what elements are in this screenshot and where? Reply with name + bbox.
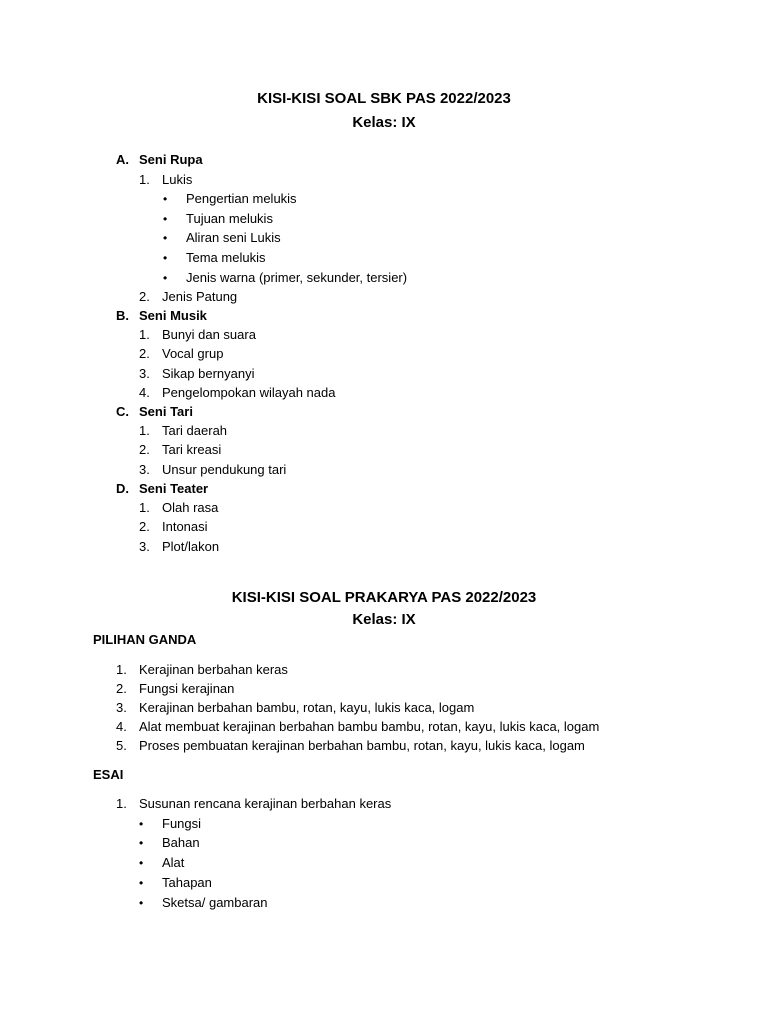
bullet-icon: •	[163, 251, 168, 265]
bullet-icon: •	[139, 876, 144, 890]
prakarya-title: KISI-KISI SOAL PRAKARYA PAS 2022/2023	[231, 589, 537, 606]
list-number: 1.	[139, 423, 150, 438]
list-number: 2.	[139, 289, 150, 304]
list-item: Alat membuat kerajinan berbahan bambu bambu, rotan, kayu, lukis kaca, logam	[139, 719, 600, 734]
list-number: 1.	[139, 327, 150, 342]
section-seni-rupa: Seni Rupa	[139, 152, 203, 167]
list-item: Olah rasa	[162, 500, 219, 515]
list-item: Tari daerah	[162, 423, 228, 438]
pilihan-ganda-heading: PILIHAN GANDA	[93, 632, 197, 647]
bullet-icon: •	[139, 817, 144, 831]
bullet-item: Alat	[162, 855, 185, 870]
list-item: Bunyi dan suara	[162, 327, 256, 342]
bullet-item: Sketsa/ gambaran	[162, 895, 268, 910]
section-letter: D.	[116, 481, 129, 496]
list-item: Vocal grup	[162, 346, 224, 361]
list-number: 1.	[116, 662, 127, 677]
section-seni-tari: Seni Tari	[139, 404, 193, 419]
list-item: Unsur pendukung tari	[162, 462, 287, 477]
bullet-icon: •	[163, 271, 168, 285]
bullet-item: Aliran seni Lukis	[186, 230, 281, 245]
list-number: 2.	[116, 681, 127, 696]
list-number: 4.	[116, 719, 127, 734]
list-item: Plot/lakon	[162, 539, 220, 554]
list-item: Susunan rencana kerajinan berbahan keras	[139, 796, 392, 811]
list-number: 3.	[139, 366, 150, 381]
section-seni-teater: Seni Teater	[139, 481, 209, 496]
bullet-item: Bahan	[162, 835, 200, 850]
list-number: 3.	[116, 700, 127, 715]
bullet-icon: •	[139, 856, 144, 870]
list-item: Kerajinan berbahan keras	[139, 662, 288, 677]
list-number: 2.	[139, 442, 150, 457]
esai-heading: ESAI	[93, 767, 124, 782]
bullet-icon: •	[139, 836, 144, 850]
bullet-item: Tujuan melukis	[186, 211, 273, 226]
list-item: Jenis Patung	[162, 289, 238, 304]
bullet-item: Jenis warna (primer, sekunder, tersier)	[186, 270, 408, 285]
list-number: 3.	[139, 539, 150, 554]
list-number: 4.	[139, 385, 150, 400]
bullet-icon: •	[163, 231, 168, 245]
list-item: Kerajinan berbahan bambu, rotan, kayu, lukis kaca, logam	[139, 700, 475, 715]
sbk-kelas: Kelas: IX	[352, 114, 416, 131]
list-item: Intonasi	[162, 519, 208, 534]
sbk-title: KISI-KISI SOAL SBK PAS 2022/2023	[257, 90, 511, 107]
prakarya-kelas: Kelas: IX	[352, 611, 416, 628]
list-number: 1.	[139, 172, 150, 187]
section-letter: A.	[116, 152, 129, 167]
list-item: Lukis	[162, 172, 193, 187]
list-number: 3.	[139, 462, 150, 477]
section-seni-musik: Seni Musik	[139, 308, 207, 323]
section-letter: B.	[116, 308, 129, 323]
bullet-item: Tahapan	[162, 875, 212, 890]
list-number: 5.	[116, 738, 127, 753]
list-number: 1.	[116, 796, 127, 811]
list-number: 2.	[139, 519, 150, 534]
bullet-item: Pengertian melukis	[186, 191, 297, 206]
list-item: Proses pembuatan kerajinan berbahan bambu, rotan, kayu, lukis kaca, logam	[139, 738, 585, 753]
bullet-item: Fungsi	[162, 816, 202, 831]
list-item: Tari kreasi	[162, 442, 222, 457]
list-number: 1.	[139, 500, 150, 515]
bullet-icon: •	[139, 896, 144, 910]
bullet-icon: •	[163, 192, 168, 206]
list-item: Fungsi kerajinan	[139, 681, 235, 696]
bullet-item: Tema melukis	[186, 250, 266, 265]
section-letter: C.	[116, 404, 129, 419]
bullet-icon: •	[163, 212, 168, 226]
list-item: Sikap bernyanyi	[162, 366, 255, 381]
list-item: Pengelompokan wilayah nada	[162, 385, 336, 400]
list-number: 2.	[139, 346, 150, 361]
